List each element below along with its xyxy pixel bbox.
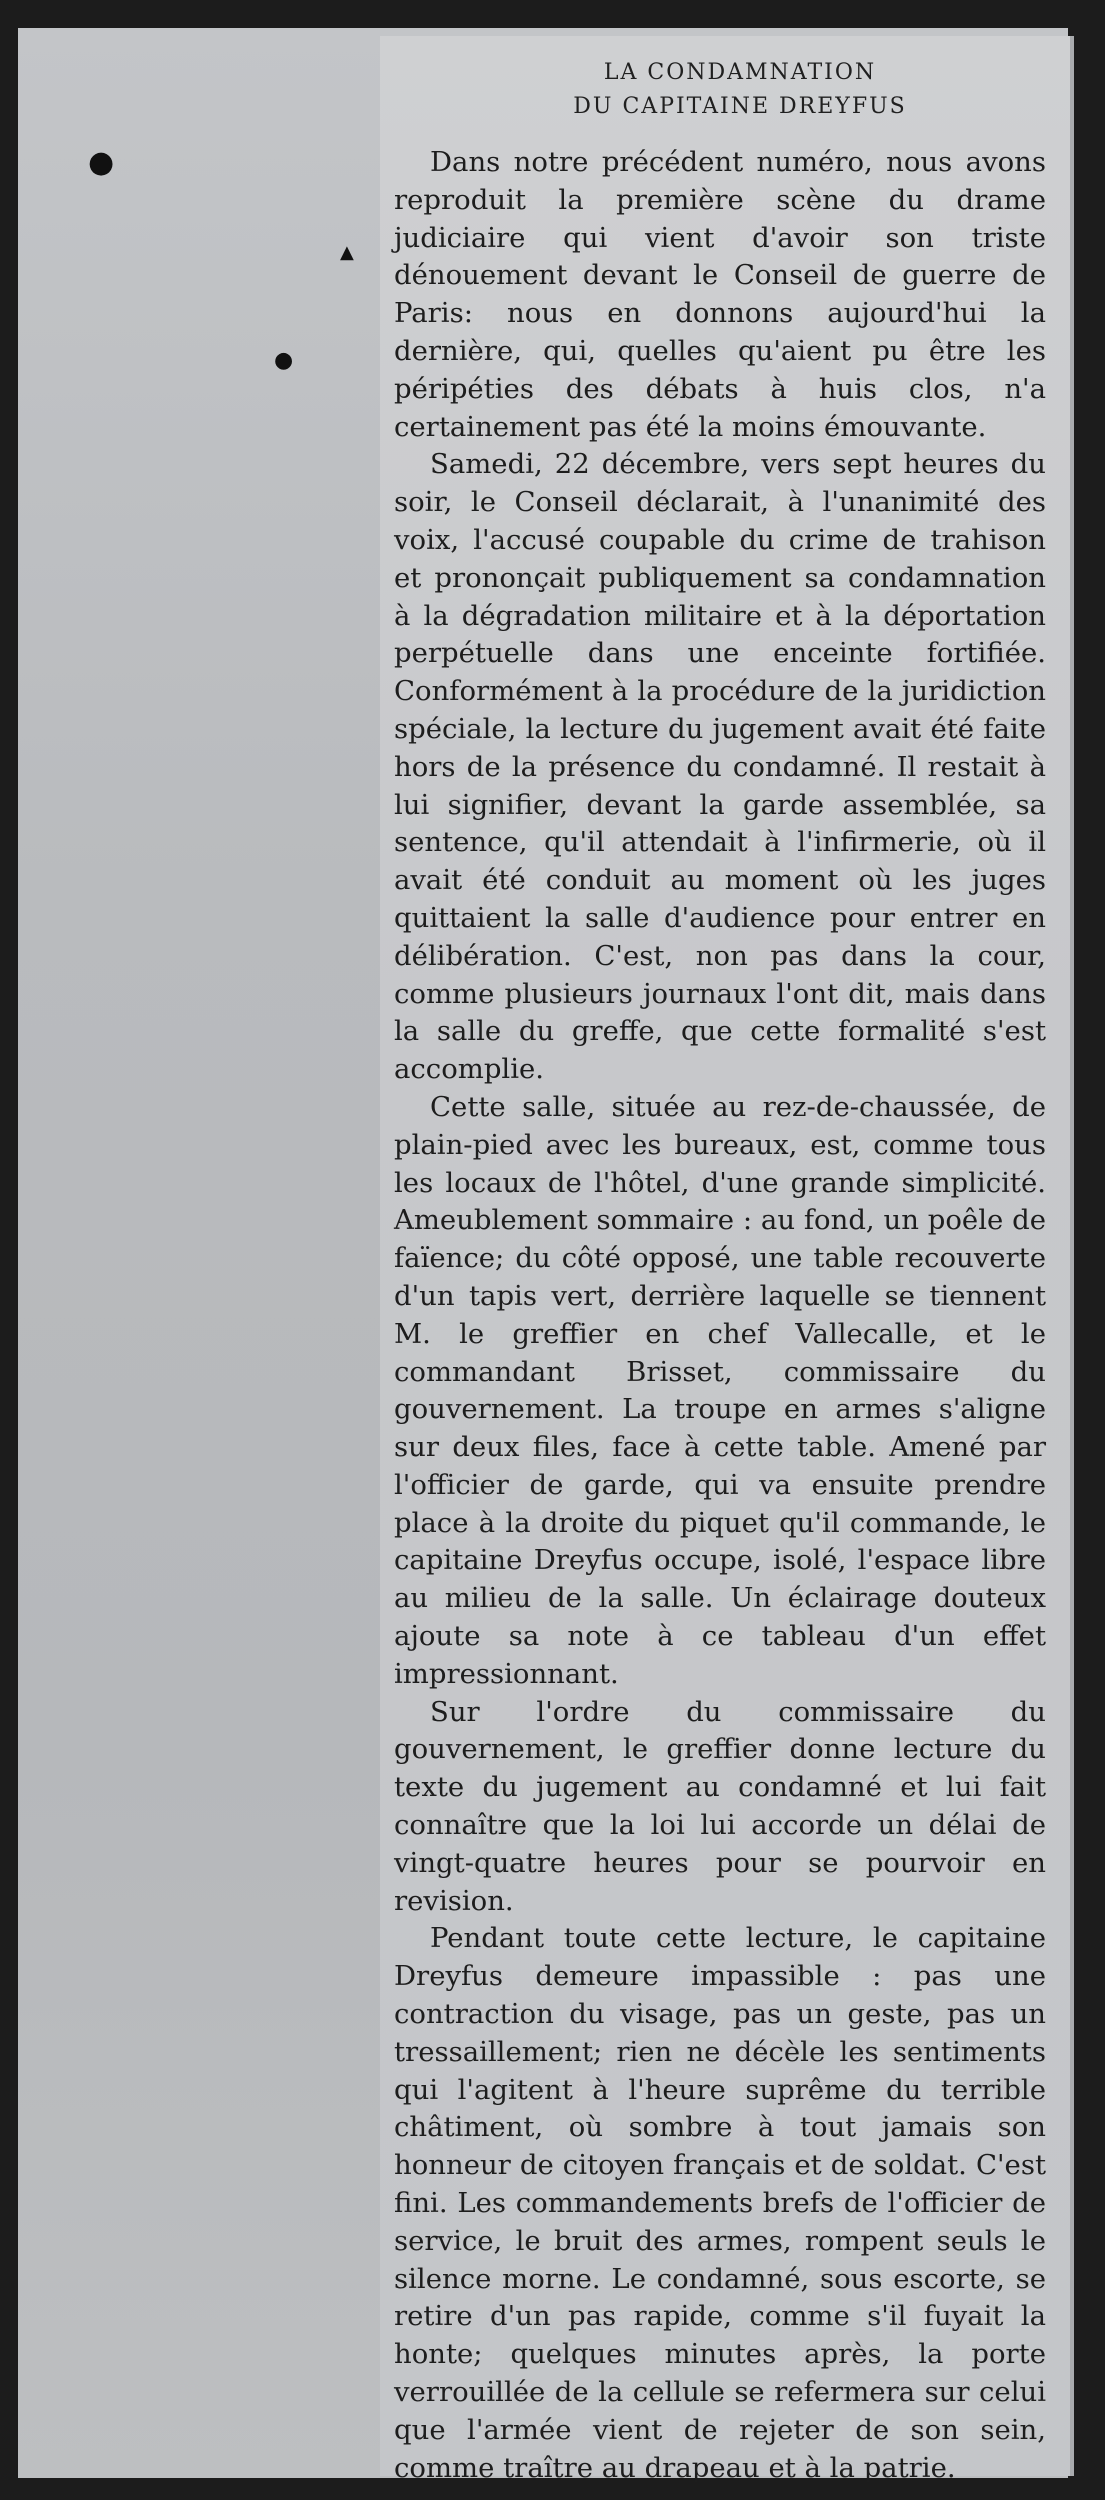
article-body xyxy=(394,144,1046,2487)
ink-spot: ● xyxy=(88,145,115,180)
paragraph: Cette salle, située au rez-de-chaussée, de plain-pied avec les bureaux, est, comme tous les locaux de l'hôtel, d'une grande simplicité. Ameublement sommaire : au fond, un poêle de faïence; du côté opposé, une table recouverte d'un tapis vert, derrière laquelle se tiennent M. le greffier en chef Vallecalle, et le commandant Brisset, commissaire du gouvernement. La troupe en armes s'aligne sur deux files, face à cette table. Amené par l'officier de garde, qui va ensuite prendre place à la droite du piquet qu'il commande, le capitaine Dreyfus occupe, isolé, l'espace libre au milieu de la salle. Un éclairage douteux ajoute sa note à ce tableau d'un effet impressionnant. xyxy=(394,1090,1046,1690)
paragraph: Samedi, 22 décembre, vers sept heures du soir, le Conseil déclarait, à l'unanimité des voix, l'accusé coupable du crime de trahison et prononçait publiquement sa condamnation à la dégradation militaire et à la déportation perpétuelle dans une enceinte fortifiée. Conformément à la procédure de la juridiction spéciale, la lecture du jugement avait été faite hors de la présence du condamné. Il restait à lui signifier, devant la garde assemblée, sa sentence, qu'il attendait à l'infirmerie, où il avait été conduit au moment où les juges quittaient la salle d'audience pour entrer en délibération. C'est, non pas dans la cour, comme plusieurs journaux l'ont dit, mais dans la salle du greffe, que cette formalité s'est accomplie. xyxy=(394,448,1046,1086)
paragraph: Dans notre précédent numéro, nous avons reproduit la première scène du drame judiciaire qui vient d'avoir son triste dénouement devant le Conseil de guerre de Paris: nous en donnons aujourd'hui la dernière, qui, quelles qu'aient pu être les péripéties des débats à huis clos, n'a certainement pas été la moins émouvante. xyxy=(394,146,1046,443)
article-title xyxy=(380,56,1070,124)
ink-spot: ● xyxy=(274,348,294,373)
paragraph: Sur l'ordre du commissaire du gouvernement, le greffier donne lecture du texte du jugement au condamné et lui fait connaître que la loi lui accorde un délai de vingt-quatre heures pour se pourvoir en revision. xyxy=(394,1695,1046,1917)
title-line-2: DU CAPITAINE DREYFUS xyxy=(573,94,907,119)
ink-spot: ▲ xyxy=(340,242,354,263)
title-line-1: LA CONDAMNATION xyxy=(603,60,877,85)
paragraph: Pendant toute cette lecture, le capitaine Dreyfus demeure impassible : pas une contraction du visage, pas un geste, pas un tressaillement; rien ne décèle les sentiments qui l'agitent à l'heure suprême du terrible châtiment, où sombre à tout jamais son honneur de citoyen français et de soldat. C'est fini. Les commandements brefs de l'officier de service, le bruit des armes, rompent seuls le silence morne. Le condamné, sous escorte, se retire d'un pas rapide, comme s'il fuyait la honte; quelques minutes après, la porte verrouillée de la cellule se refermera sur celui que l'armée vient de rejeter de son sein, comme traître au drapeau et à la patrie. xyxy=(394,1922,1046,2484)
newspaper-clipping xyxy=(380,36,1074,2484)
